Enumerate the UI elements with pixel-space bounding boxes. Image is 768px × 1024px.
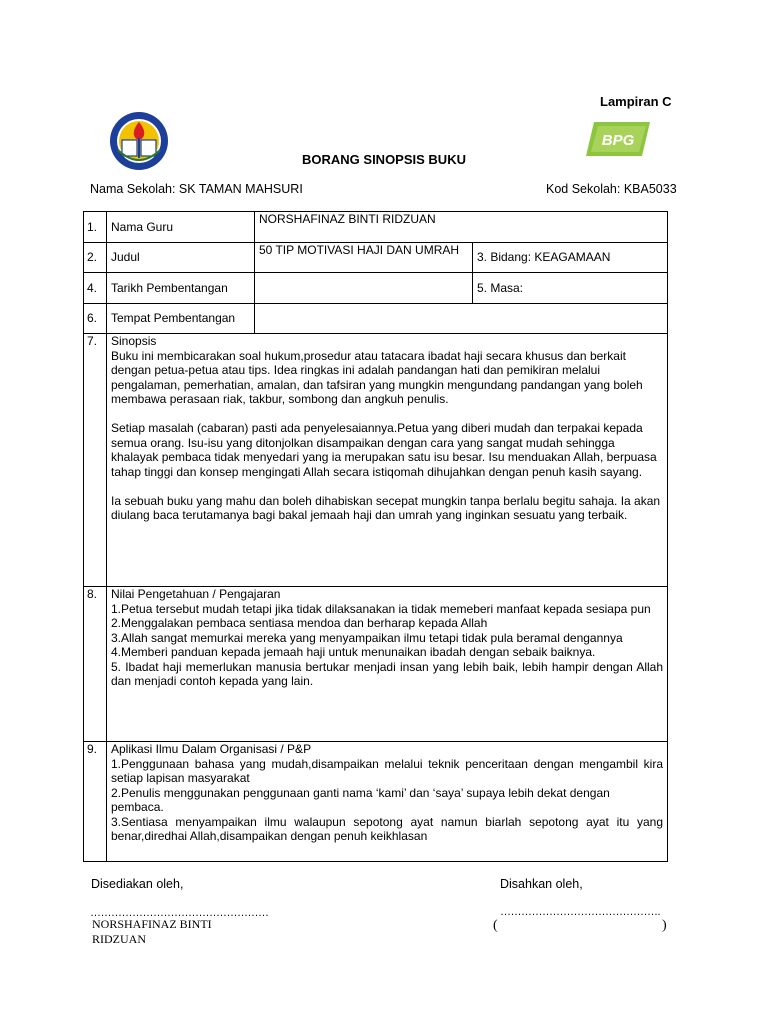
value-tempat[interactable] [255,304,668,334]
sinopsis-paragraph: Setiap masalah (cabaran) pasti ada penyelesaiannya.Petua yang diberi mudah dan terpakai kepada semua orang. Isu-isu yang ditonjolkan disampaikan dengan cara yang sangat mudah sehingga khalayak pembaca tidak menyedari yang ia merupakan satu isu besar. Isu menduakan Allah, berpuasa tahap tinggi dan konsep mengingati Allah secara istiqomah dihujahkan dengan penuh kasih sayang. [111,421,657,479]
nilai-item: 1.Petua tersebut mudah tetapi jika tidak dilaksanakan ia tidak memeberi manfaat kepada sesiapa pun [111,601,651,616]
row-nama-guru [84,212,668,243]
row-tarikh [84,273,668,304]
nilai-heading: Nilai Pengetahuan / Pengajaran [111,587,281,601]
value-judul[interactable]: 50 TIP MOTIVASI HAJI DAN UMRAH [255,243,473,273]
label-tempat: Tempat Pembentangan [107,304,255,334]
row-tempat [84,304,668,334]
row-aplikasi [84,742,668,862]
aplikasi-item: 1.Penggunaan bahasa yang mudah,disampaikan melalui teknik penceritaan dengan mengambil kira setiap lapisan masyarakat [111,756,664,785]
masa-field[interactable]: 5. Masa: [473,273,668,304]
prepared-by-label: Disediakan oleh, [91,877,184,891]
label-judul: Judul [107,243,255,273]
aplikasi-cell[interactable] [107,742,668,862]
value-tarikh[interactable] [255,273,473,304]
row-number: 2. [84,243,107,273]
row-nilai [84,587,668,742]
row-number: 4. [84,273,107,304]
value-nama-guru[interactable]: NORSHAFINAZ BINTI RIDZUAN [255,212,668,243]
label-nama-guru: Nama Guru [107,212,255,243]
aplikasi-heading: Aplikasi Ilmu Dalam Organisasi / P&P [111,742,312,756]
sinopsis-paragraph: Buku ini membicarakan soal hukum,prosedur atau tatacara ibadat haji secara khusus dan berkait dengan petua-petua atau tips. Idea ringkas ini adalah pandangan hati dan pemikiran melalui pengalaman, pemerhatian, amalan, dan tafsiran yang mungkin mengundang pandangan yang boleh membawa perasaan riak, takbur, sombong dan angkuh penulis. [111,348,643,406]
approver-signature-line[interactable]: ………………………………………. [500,906,661,918]
approved-by-label: Disahkan oleh, [500,877,583,891]
preparer-name: NORSHAFINAZ BINTI RIDZUAN [92,917,212,946]
school-code: Kod Sekolah: KBA5033 [546,182,677,196]
nilai-cell[interactable] [107,587,668,742]
nilai-item: 3.Allah sangat memurkai mereka yang menyampaikan ilmu tetapi tidak pula beramal dengannya [111,630,623,645]
approver-name-open-paren: ( [493,918,498,933]
row-number: 6. [84,304,107,334]
approver-name-close-paren: ) [662,918,667,933]
nilai-item: 5. Ibadat haji memerlukan manusia bertukar menjadi insan yang lebih baik, lebih hampir dengan Allah dan menjadi contoh kepada yang lain. [111,659,664,688]
page-title: BORANG SINOPSIS BUKU [302,152,466,167]
row-number: 7. [84,334,107,587]
nilai-item: 2.Menggalakan pembaca sentiasa mendoa dan berharap kepada Allah [111,616,488,630]
preparer-signature-line[interactable]: …………………………………………… [90,907,269,919]
sinopsis-paragraph: Ia sebuah buku yang mahu dan boleh dihabiskan secepat mungkin tanpa berlalu begitu sahaja. Ia akan diulang baca terutamanya bagi bakal jemaah haji dan umrah yang inginkan sesuatu yang terbaik. [111,493,661,522]
label-tarikh: Tarikh Pembentangan [107,273,255,304]
aplikasi-item: 3.Sentiasa menyampaikan ilmu walaupun sepotong ayat namun biarlah sepotong ayat itu yang benar,diredhai Allah,disampaikan dengan penuh keikhlasan [111,814,664,843]
sinopsis-cell[interactable] [107,334,668,587]
row-number: 9. [84,742,107,862]
bidang-field[interactable]: 3. Bidang: KEAGAMAAN [473,243,668,273]
row-sinopsis [84,334,668,587]
synopsis-form-table [83,211,668,862]
row-judul [84,243,668,273]
sinopsis-heading: Sinopsis [111,334,157,348]
row-number: 1. [84,212,107,243]
aplikasi-item: 2.Penulis menggunakan penggunaan ganti nama ‘kami’ dan ‘saya’ supaya lebih dekat dengan pembaca. [111,785,610,814]
nilai-item: 4.Memberi panduan kepada jemaah haji untuk menunaikan ibadah dengan sebaik baiknya. [111,645,596,659]
lampiran-label: Lampiran C [600,94,672,109]
school-name: Nama Sekolah: SK TAMAN MAHSURI [90,182,303,196]
row-number: 8. [84,587,107,742]
svg-text:BPG: BPG [601,132,635,149]
